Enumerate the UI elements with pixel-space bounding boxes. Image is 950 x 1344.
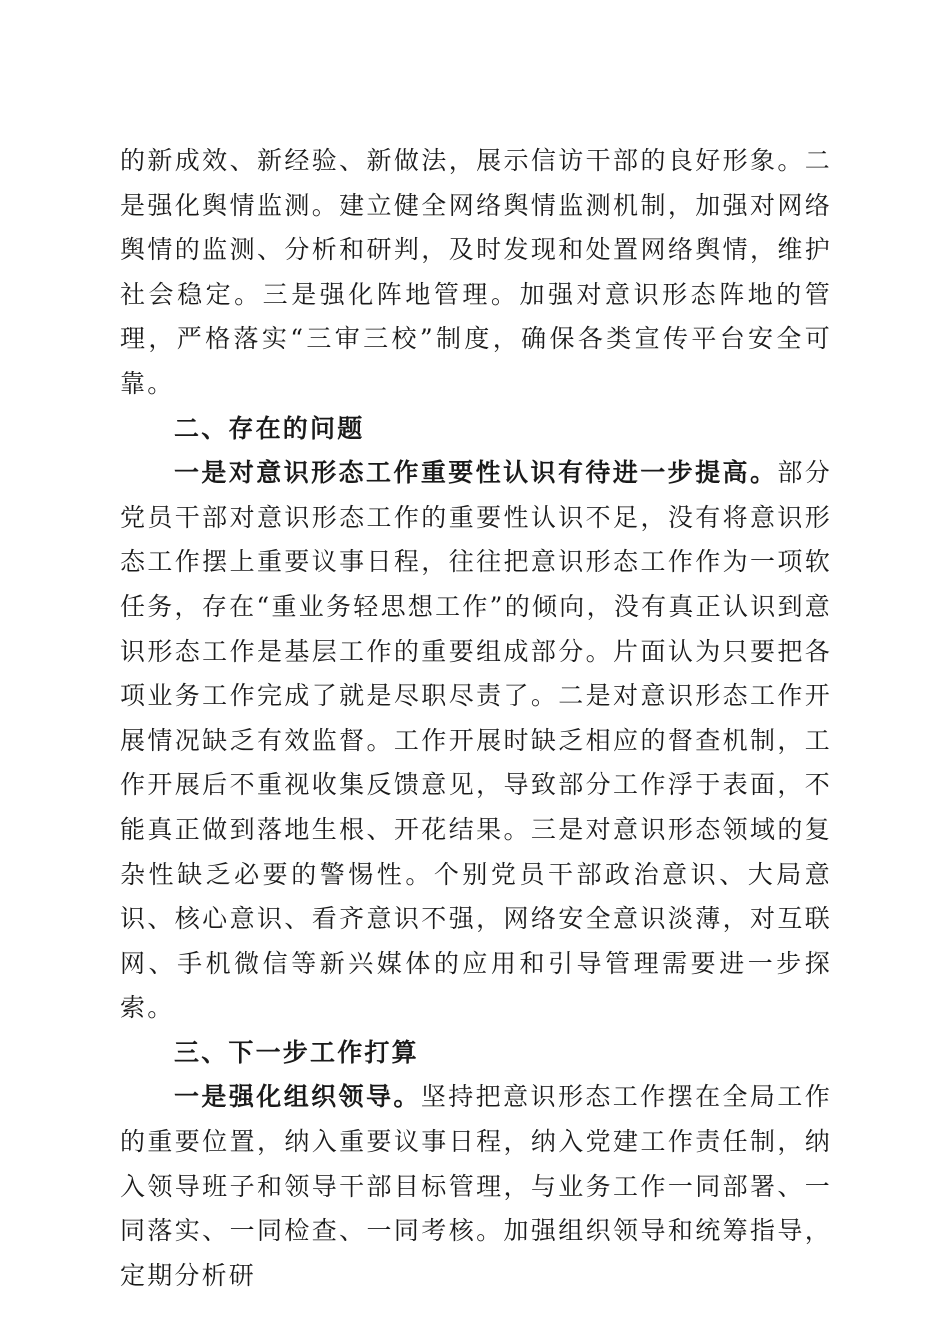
document-body xyxy=(120,139,832,1298)
paragraph-continued: 的新成效、新经验、新做法，展示信访干部的良好形象。二是强化舆情监测。建立健全网络舆情监测机制，加强对网络舆情的监测、分析和研判，及时发现和处置网络舆情，维护社会稳定。三是强化阵地管理。加强对意识形态阵地的管理，严格落实“三审三校”制度，确保各类宣传平台安全可靠。 xyxy=(120,146,832,398)
paragraph-body-text: 坚持把意识形态工作摆在全局工作的重要位置，纳入重要议事日程，纳入党建工作责任制，纳入领导班子和领导干部目标管理，与业务工作一同部署、一同落实、一同检查、一同考核。加强组织领导和统筹指导，定期分析研 xyxy=(120,1082,832,1290)
section-heading-problems: 二、存在的问题 xyxy=(174,413,365,443)
paragraph-lead-text: 一是对意识形态工作重要性认识有待进一步提高。 xyxy=(174,458,778,488)
section-heading-next-steps: 三、下一步工作打算 xyxy=(174,1037,419,1067)
paragraph-problems xyxy=(120,451,832,1031)
paragraph-body-text: 部分党员干部对意识形态工作的重要性认识不足，没有将意识形态工作摆上重要议事日程，往往把意识形态工作作为一项软任务，存在“重业务轻思想工作”的倾向，没有真正认识到意识形态工作是基层工作的重要组成部分。片面认为只要把各项业务工作完成了就是尽职尽责了。二是对意识形态工作开展情况缺乏有效监督。工作开展时缺乏相应的督查机制，工作开展后不重视收集反馈意见，导致部分工作浮于表面，不能真正做到落地生根、开花结果。三是对意识形态领域的复杂性缺乏必要的警惕性。个别党员干部政治意识、大局意识、核心意识、看齐意识不强，网络安全意识淡薄，对互联网、手机微信等新兴媒体的应用和引导管理需要进一步探索。 xyxy=(120,458,833,1023)
paragraph-next-steps xyxy=(120,1075,832,1298)
paragraph-lead-text: 一是强化组织领导。 xyxy=(174,1082,421,1112)
